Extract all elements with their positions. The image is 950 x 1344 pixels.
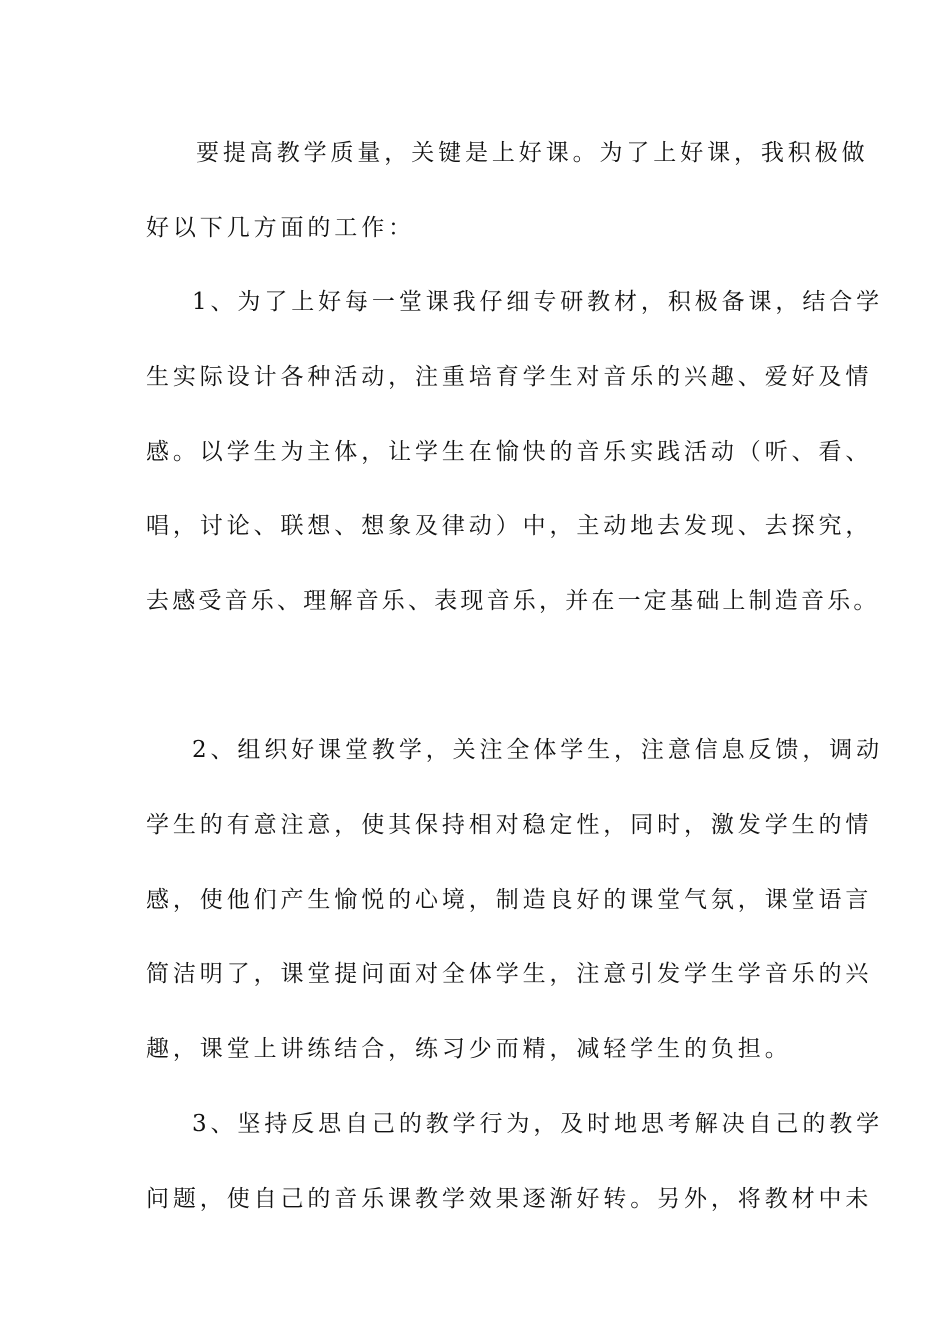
text-line: 简洁明了，课堂提问面对全体学生，注意引发学生学音乐的兴	[146, 961, 873, 987]
text-line: 2、组织好课堂教学，关注全体学生，注意信息反馈，调动	[192, 737, 884, 763]
text-line: 学生的有意注意，使其保持相对稳定性，同时，激发学生的情	[146, 812, 873, 838]
text-line: 趣，课堂上讲练结合，练习少而精，减轻学生的负担。	[146, 1036, 792, 1062]
text-line: 好以下几方面的工作：	[146, 215, 415, 241]
text-line: 生实际设计各种活动，注重培育学生对音乐的兴趣、爱好及情	[146, 364, 873, 390]
text-line: 唱，讨论、联想、想象及律动）中，主动地去发现、去探究，	[146, 513, 873, 539]
text-line: 感。以学生为主体，让学生在愉快的音乐实践活动（听、看、	[146, 439, 873, 465]
text-line: 问题，使自己的音乐课教学效果逐渐好转。另外，将教材中未	[146, 1186, 873, 1212]
text-line: 感，使他们产生愉悦的心境，制造良好的课堂气氛，课堂语言	[146, 887, 873, 913]
text-line: 去感受音乐、理解音乐、表现音乐，并在一定基础上制造音乐。	[146, 588, 880, 614]
text-line: 要提高教学质量，关键是上好课。为了上好课，我积极做	[196, 140, 869, 166]
text-line: 3、坚持反思自己的教学行为，及时地思考解决自己的教学	[192, 1111, 884, 1137]
text-line: 1、为了上好每一堂课我仔细专研教材，积极备课，结合学	[192, 289, 884, 315]
